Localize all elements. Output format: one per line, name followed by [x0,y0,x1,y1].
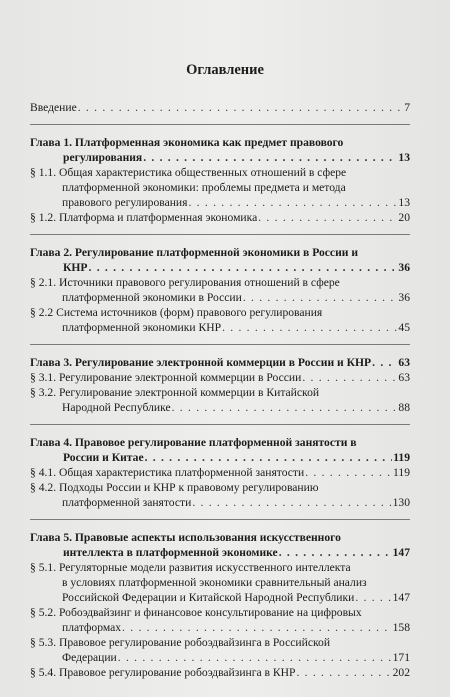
toc-line [30,650,410,665]
dot-leader [258,210,397,225]
toc-page-number: 147 [392,591,410,604]
toc-line [30,400,410,415]
toc-entry-text: Глава 2. Регулирование платформенной экономики в России и [30,246,359,259]
toc-line [30,635,410,650]
toc-page-number: 119 [393,451,410,464]
toc-section-entry [30,385,410,415]
toc-page-number: 158 [392,621,410,634]
toc-line [30,210,410,225]
toc-line [30,480,410,495]
divider-line [30,519,410,520]
toc-line [30,545,410,560]
toc-line [30,465,410,480]
toc-page-number: 119 [393,466,410,479]
toc-section-entry [30,635,410,665]
toc-entry-text: платформенной экономики: проблемы предмета и метода [62,181,346,194]
dot-leader [302,370,397,385]
toc-line [30,370,410,385]
toc-entry-text: § 4.2. Подходы России и КНР к правовому регулированию [30,481,319,494]
toc-entry-text: платформенной занятости [62,496,192,509]
dot-leader [305,465,392,480]
toc-entry-text: § 2.1. Источники правового регулирования отношений в сфере [30,276,340,289]
dot-leader [279,545,392,560]
dot-leader [145,450,393,465]
dot-leader [143,150,397,165]
dot-leader [355,590,391,605]
toc-page-number: 147 [392,546,410,559]
toc-entry-text: регулирования [63,151,143,164]
toc-chapter-heading [30,245,410,275]
toc-page-number: 7 [404,101,410,114]
dot-leader [372,355,397,370]
divider-line [30,234,410,235]
page-title: Оглавление [186,62,264,78]
toc-line [30,275,410,290]
toc-page-number: 130 [392,496,410,509]
toc-entry-text: Народной Республике [62,401,171,414]
toc-entry-text: § 5.4. Правовое регулирование робоэдвайзинга в КНР [30,666,296,679]
toc-chapter-heading [30,355,410,370]
toc-entry-text: в условиях платформенной экономики сравнительный анализ [62,576,367,589]
toc-line [30,435,410,450]
toc-line [30,530,410,545]
toc-line [30,320,410,335]
toc-entry-text: Глава 3. Регулирование электронной коммерции в России и КНР [30,356,372,369]
dot-leader [192,495,391,510]
table-of-contents [30,100,410,680]
toc-page-number: 36 [398,261,410,274]
toc-line [30,495,410,510]
toc-entry-text: правового регулирования [62,196,188,209]
toc-entry-text: § 5.1. Регуляторные модели развития искусственного интеллекта [30,561,351,574]
toc-page-number: 88 [398,401,410,414]
toc-entry-text: § 4.1. Общая характеристика платформенной занятости [30,466,305,479]
toc-entry-text: КНР [63,261,88,274]
toc-section-entry [30,305,410,335]
toc-entry-text: § 5.3. Правовое регулирование робоэдвайзинга в Российской [30,636,331,649]
toc-entry-text: Введение [30,101,77,114]
toc-entry-text: платформах [62,621,122,634]
toc-entry-text: § 2.2 Система источников (форм) правового регулирования [30,306,323,319]
toc-section-entry [30,165,410,210]
divider-line [30,124,410,125]
toc-page-number: 36 [398,291,410,304]
toc-section-entry [30,480,410,510]
toc-line [30,385,410,400]
toc-line [30,560,410,575]
toc-line [30,450,410,465]
toc-section-entry [30,210,410,225]
toc-line [30,260,410,275]
toc-entry-text: § 1.2. Платформа и платформенная экономика [30,211,258,224]
dot-leader [222,320,397,335]
toc-line [30,290,410,305]
toc-line [30,165,410,180]
divider-line [30,424,410,425]
toc-section-entry [30,275,410,305]
toc-section-entry [30,560,410,605]
toc-line [30,135,410,150]
toc-chapter-heading [30,530,410,560]
toc-section-entry [30,465,410,480]
toc-entry-text: Глава 5. Правовые аспекты использования искусственного [30,531,341,544]
toc-line [30,605,410,620]
dot-leader [296,665,391,680]
toc-section-entry [30,605,410,635]
toc-page-number: 13 [398,151,410,164]
toc-line [30,195,410,210]
toc-page-number: 63 [398,356,410,369]
dot-leader [122,620,392,635]
toc-line [30,590,410,605]
dot-leader [188,195,397,210]
toc-entry-text: России и Китае [63,451,144,464]
toc-line [30,305,410,320]
toc-line [30,665,410,680]
toc-page-number: 13 [398,196,410,209]
toc-entry-text: § 3.2. Регулирование электронной коммерции в Китайской [30,386,320,399]
toc-entry-text: Российской Федерации и Китайской Народной Республики [62,591,355,604]
toc-line [30,180,410,195]
toc-page-number: 20 [398,211,410,224]
toc-page-number: 45 [398,321,410,334]
toc-entry-text: § 3.1. Регулирование электронной коммерции в России [30,371,302,384]
toc-entry-text: интеллекта в платформенной экономике [63,546,278,559]
toc-chapter-heading [30,135,410,165]
toc-section-entry [30,370,410,385]
toc-page-number: 202 [392,666,410,679]
toc-section-entry [30,665,410,680]
toc-entry-text: платформенной экономики в России [62,291,242,304]
toc-entry-text: Глава 1. Платформенная экономика как предмет правового [30,136,344,149]
toc-entry-text: платформенной экономики КНР [62,321,222,334]
toc-entry-text: § 1.1. Общая характеристика общественных отношений в сфере [30,166,347,179]
dot-leader [172,400,398,415]
divider-line [30,344,410,345]
toc-line [30,355,410,370]
toc-line [30,150,410,165]
toc-entry-intro [30,100,410,115]
dot-leader [89,260,398,275]
toc-entry-text: Федерации [62,651,117,664]
toc-line [30,245,410,260]
toc-entry-text: § 5.2. Робоэдвайзинг и финансовое консультирование на цифровых [30,606,362,619]
toc-page-number: 171 [392,651,410,664]
toc-page-number: 63 [398,371,410,384]
toc-chapter-heading [30,435,410,465]
dot-leader [243,290,398,305]
dot-leader [78,100,403,115]
toc-entry-text: Глава 4. Правовое регулирование платформенной занятости в [30,436,357,449]
toc-line [30,575,410,590]
toc-line [30,620,410,635]
dot-leader [118,650,392,665]
